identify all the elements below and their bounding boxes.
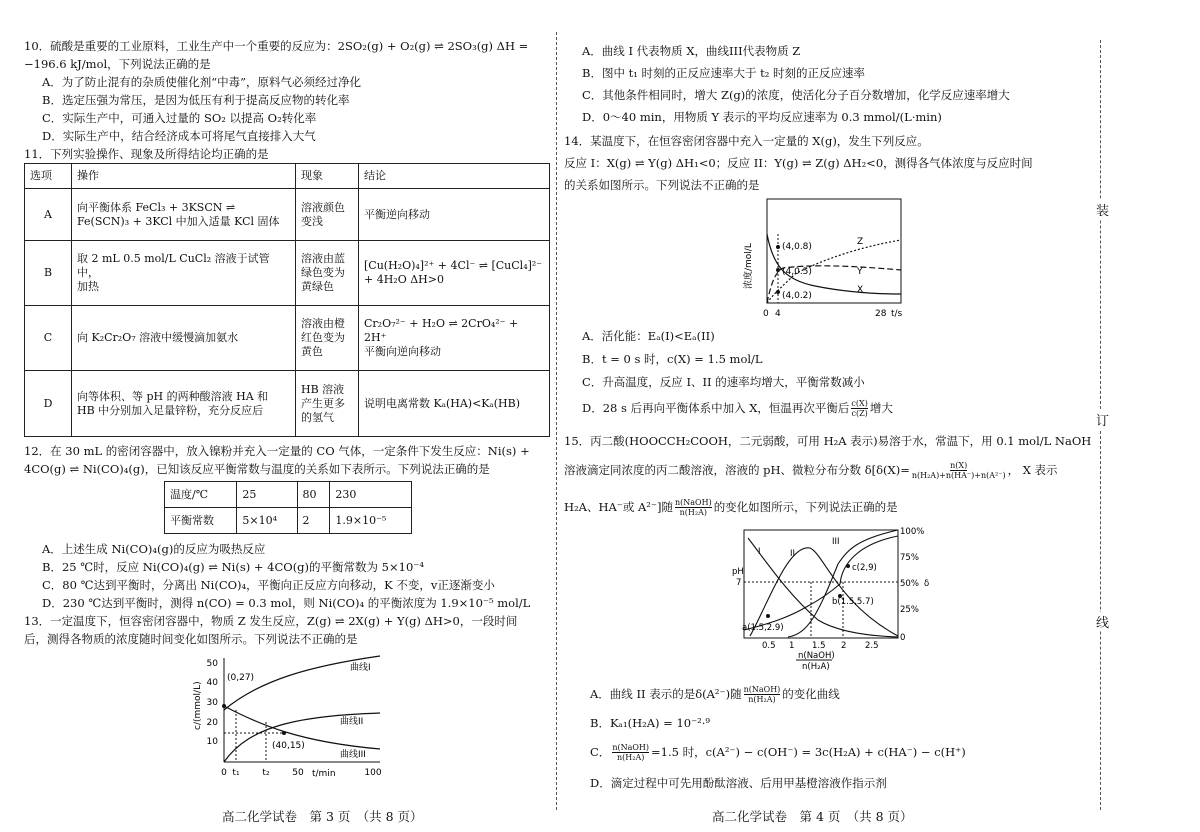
q10-option-a: A．为了防止混有的杂质使催化剂“中毒”，原料气必须经过净化 <box>42 75 362 89</box>
table-cell: 1.9×10⁻⁵ <box>330 508 412 534</box>
y-axis-label: c/(mmol/L) <box>193 681 203 730</box>
operation-cell: 向 K₂Cr₂O₇ 溶液中缓慢滴加氨水 <box>72 306 296 371</box>
curve-label: 曲线II <box>340 717 364 727</box>
q15-stem-1: 15．丙二酸(HOOCCH₂COOH，二元弱酸，可用 H₂A 表示)易溶于水，常温下，用 0.1 mol/L NaOH <box>564 434 1092 448</box>
conclusion-cell: [Cu(H₂O)₄]²⁺ + 4Cl⁻ ⇌ [CuCl₄]²⁻ + 4H₂O ΔH>0 <box>359 241 550 306</box>
option-cell: D <box>25 371 72 437</box>
q11-table <box>24 163 550 437</box>
q12-option-b: B．25 ℃时，反应 Ni(CO)₄(g) ⇌ Ni(s) + 4CO(g)的平衡常数为 5×10⁻⁴ <box>42 560 424 574</box>
table-cell: 平衡常数 <box>165 508 237 534</box>
curve-label: Z <box>857 237 864 247</box>
point-label: (4,0.2) <box>782 291 812 301</box>
table-row <box>165 508 412 534</box>
x-axis-label: t/min <box>312 769 336 779</box>
q14-stem-3: 的关系如图所示。下列说法不正确的是 <box>564 178 760 192</box>
x-tick: 0.5 <box>762 641 776 651</box>
point-label: (40,15) <box>272 741 305 751</box>
q14-option-c: C．升高温度，反应 I、II 的速率均增大，平衡常数减小 <box>582 375 865 389</box>
q14-option-d: D．28 s 后再向平衡体系中加入 X，恒温再次平衡后 c(X) c(Z) 增大 <box>582 398 893 418</box>
q10-option-b: B．选定压强为常压，是因为低压有利于提高反应物的转化率 <box>42 93 350 107</box>
q15-stem-3: H₂A、HA⁻或 A²⁻]随 n(NaOH) n(H₂A) 的变化如图所示，下列说法正确的是 <box>564 497 898 517</box>
curve-label: 曲线I <box>350 663 371 673</box>
y-tick: 40 <box>206 678 218 688</box>
point-label: c(2,9) <box>852 563 877 573</box>
point-label: (4,0.8) <box>782 242 812 252</box>
operation-cell: 取 2 mL 0.5 mol/L CuCl₂ 溶液于试管中， 加热 <box>72 241 296 306</box>
binding-char: 装 <box>1096 200 1109 219</box>
table-cell: 80 <box>297 482 330 508</box>
curve-label: 曲线III <box>340 750 366 760</box>
table-header: 现象 <box>296 164 359 189</box>
conclusion-cell: Cr₂O₇²⁻ + H₂O ⇌ 2CrO₄²⁻ + 2H⁺ 平衡向逆向移动 <box>359 306 550 371</box>
point-4-0.8 <box>776 245 780 249</box>
point-4-0.5 <box>776 268 780 272</box>
y-axis-label: 浓度/mol/L <box>744 243 754 289</box>
table-cell: 230 <box>330 482 412 508</box>
table-cell: 2 <box>297 508 330 534</box>
q15-option-c: C． n(NaOH) n(H₂A) =1.5 时，c(A²⁻) − c(OH⁻) = 3c(H₂A) + c(HA⁻) − c(H⁺) <box>590 742 966 762</box>
table-row <box>165 482 412 508</box>
q13-stem-2: 后，测得各物质的浓度随时间变化如图所示。下列说法不正确的是 <box>24 632 358 646</box>
q15-option-d: D．滴定过程中可先用酚酞溶液、后用甲基橙溶液作指示剂 <box>590 776 887 790</box>
page-footer-right: 高二化学试卷 第 4 页 （共 8 页） <box>712 809 913 824</box>
y-tick: 10 <box>206 737 218 747</box>
q12-option-a: A．上述生成 Ni(CO)₄(g)的反应为吸热反应 <box>42 542 266 556</box>
table-header: 结论 <box>359 164 550 189</box>
binding-char: 线 <box>1096 612 1109 631</box>
curve-label: I <box>758 547 761 557</box>
x-axis-label: t/s <box>891 309 903 319</box>
y-tick: 50 <box>206 659 218 669</box>
table-cell: 5×10⁴ <box>237 508 297 534</box>
q10-stem-2: −196.6 kJ/mol，下列说法正确的是 <box>24 57 211 71</box>
option-cell: A <box>25 189 72 241</box>
conclusion-cell: 平衡逆向移动 <box>359 189 550 241</box>
q14-concentration-chart <box>735 194 915 322</box>
operation-cell: 向等体积、等 pH 的两种酸溶液 HA 和 HB 中分别加入足量锌粉，充分反应后 <box>72 371 296 437</box>
point-4-0.2 <box>776 290 780 294</box>
point-40-15 <box>282 731 286 735</box>
x-tick: 1 <box>789 641 795 651</box>
x-tick: 50 <box>292 768 304 778</box>
q14-stem-2: 反应 I：X(g) ⇌ Y(g) ΔH₁<0；反应 II：Y(g) ⇌ Z(g) ΔH₂<0，测得各气体浓度与反应时间 <box>564 156 1033 170</box>
x-tick: t₂ <box>262 768 270 778</box>
x-axis-label-num: n(NaOH) <box>798 651 835 661</box>
q14-option-b: B．t = 0 s 时，c(X) = 1.5 mol/L <box>582 352 763 366</box>
q13-concentration-chart <box>190 650 395 782</box>
option-cell: C <box>25 306 72 371</box>
q13-option-a: A．曲线 I 代表物质 X，曲线III代表物质 Z <box>582 44 801 58</box>
option-cell: B <box>25 241 72 306</box>
x-tick: 0 <box>221 768 227 778</box>
x-tick: 28 <box>875 309 887 319</box>
right-tick: 50% <box>900 579 919 589</box>
point-0-27 <box>222 704 226 708</box>
operation-cell: 向平衡体系 FeCl₃ + 3KSCN ⇌ Fe(SCN)₃ + 3KCl 中加入适量 KCl 固体 <box>72 189 296 241</box>
right-tick: 25% <box>900 605 919 615</box>
x-tick: 0 <box>763 309 769 319</box>
phenomenon-cell: 溶液由橙 红色变为 黄色 <box>296 306 359 371</box>
y-tick: 20 <box>206 718 218 728</box>
point-c <box>846 564 850 568</box>
q14-stem-1: 14．某温度下，在恒容密闭容器中充入一定量的 X(g)，发生下列反应。 <box>564 134 929 148</box>
curve-label: II <box>790 549 796 559</box>
point-a <box>766 614 770 618</box>
q12-stem-2: 4CO(g) ⇌ Ni(CO)₄(g)，已知该反应平衡常数与温度的关系如下表所示。下列说法正确的是 <box>24 462 490 476</box>
q12-option-d: D．230 ℃达到平衡时，测得 n(CO) = 0.3 mol，则 Ni(CO)₄ 的平衡浓度为 1.9×10⁻⁵ mol/L <box>42 596 531 610</box>
y-axis-label: pH <box>732 567 744 577</box>
table-header: 操作 <box>72 164 296 189</box>
x-tick: 100 <box>364 768 382 778</box>
phenomenon-cell: 溶液颜色 变浅 <box>296 189 359 241</box>
table-cell: 温度/℃ <box>165 482 237 508</box>
q13-option-d: D．0～40 min，用物质 Y 表示的平均反应速率为 0.3 mmol/(L·min) <box>582 110 942 124</box>
q13-stem-1: 13．一定温度下，恒容密闭容器中，物质 Z 发生反应，Z(g) ⇌ 2X(g) + Y(g) ΔH>0，一段时间 <box>24 614 518 628</box>
q12-table <box>164 481 412 534</box>
q10-option-d: D．实际生产中，结合经济成本可将尾气直接排入大气 <box>42 129 316 143</box>
column-divider <box>556 32 557 810</box>
curve-label: Y <box>857 267 863 277</box>
page-footer-left: 高二化学试卷 第 3 页 （共 8 页） <box>222 809 423 824</box>
q12-option-c: C．80 ℃达到平衡时，分离出 Ni(CO)₄，平衡向正反应方向移动，K 不变，v正逐渐变小 <box>42 578 495 592</box>
table-header: 选项 <box>25 164 72 189</box>
q13-option-c: C．其他条件相同时，增大 Z(g)的浓度，使活化分子百分数增加，化学反应速率增大 <box>582 88 1010 102</box>
q13-option-b: B．图中 t₁ 时刻的正反应速率大于 t₂ 时刻的正反应速率 <box>582 66 866 80</box>
conclusion-cell: 说明电离常数 Kₐ(HA)<Kₐ(HB) <box>359 371 550 437</box>
q15-option-b: B．Kₐ₁(H₂A) = 10⁻²·⁹ <box>590 716 711 730</box>
phenomenon-cell: HB 溶液 产生更多 的氢气 <box>296 371 359 437</box>
point-label: (4,0.5) <box>782 267 812 277</box>
q15-stem-2: 溶液滴定同浓度的丙二酸溶液，溶液的 pH、微粒分布分数 δ[δ(X)= $\frac{n(X)}{\text{n(H₂A)+n(HA⁻)+n(A²⁻)}}$ ， X 表示 <box>564 460 1058 480</box>
q15-option-a: A．曲线 II 表示的是δ(A²⁻)随 n(NaOH) n(H₂A) 的变化曲线 <box>590 684 840 704</box>
table-row <box>25 306 550 371</box>
table-cell: 25 <box>237 482 297 508</box>
phenomenon-cell: 溶液由蓝 绿色变为 黄绿色 <box>296 241 359 306</box>
y-tick: 7 <box>736 578 742 588</box>
q14-option-a: A．活化能：Eₐ(I)<Eₐ(II) <box>582 329 715 343</box>
right-tick: 0 <box>900 633 906 643</box>
x-tick: 4 <box>775 309 781 319</box>
right-axis-label: δ <box>924 579 930 589</box>
q12-stem-1: 12．在 30 mL 的密闭容器中，放入镍粉并充入一定量的 CO 气体，一定条件下发生反应：Ni(s) + <box>24 444 530 458</box>
table-row <box>25 371 550 437</box>
table-row <box>25 189 550 241</box>
point-label: b(1.5,5.7) <box>832 597 874 607</box>
table-row <box>25 241 550 306</box>
point-label: (0,27) <box>227 673 255 683</box>
q11-stem: 11．下列实验操作、现象及所得结论均正确的是 <box>24 147 269 161</box>
x-tick: 2.5 <box>865 641 879 651</box>
y-tick: 30 <box>206 698 218 708</box>
q10-stem-1: 10．硫酸是重要的工业原料，工业生产中一个重要的反应为：2SO₂(g) + O₂(g) ⇌ 2SO₃(g) ΔH = <box>24 39 529 53</box>
right-tick: 75% <box>900 553 919 563</box>
q10-option-c: C．实际生产中，可通入过量的 SO₂ 以提高 O₂转化率 <box>42 111 317 125</box>
x-tick: 2 <box>841 641 847 651</box>
x-tick: t₁ <box>232 768 240 778</box>
x-tick: 1.5 <box>812 641 826 651</box>
q15-titration-chart <box>728 524 938 672</box>
curve-label: III <box>832 537 840 547</box>
point-label: a(1.5,2.9) <box>742 623 784 633</box>
binding-char: 订 <box>1096 410 1109 429</box>
right-tick: 100% <box>900 527 925 537</box>
x-axis-label-den: n(H₂A) <box>802 662 830 672</box>
curve-label: X <box>857 285 864 295</box>
